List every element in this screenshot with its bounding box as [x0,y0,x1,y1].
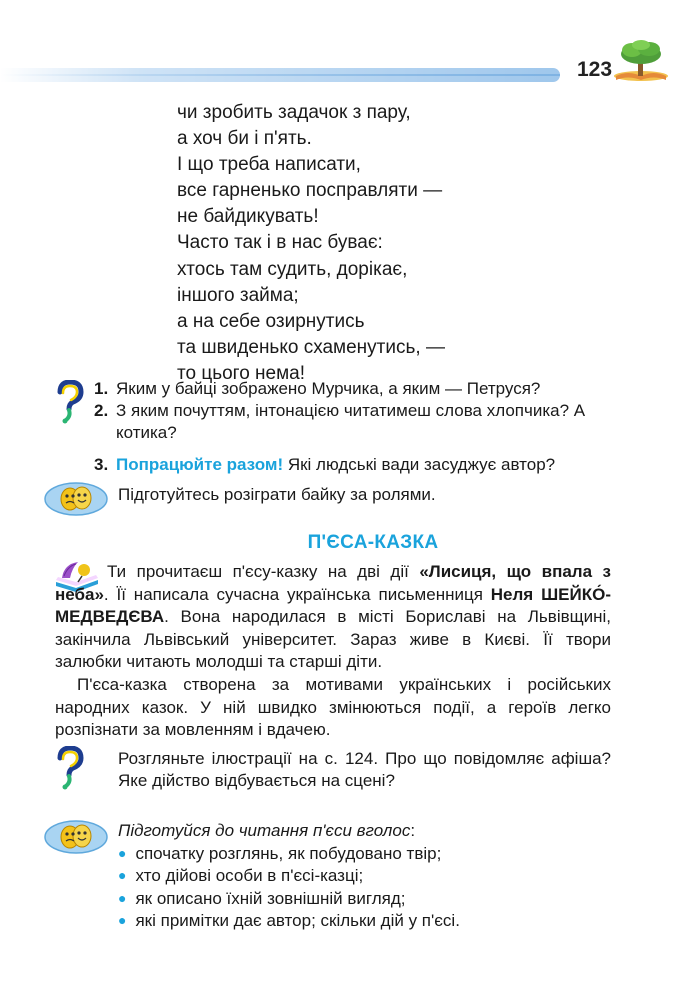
poem-line: іншого займа; [177,284,299,306]
task-roles: Підготуйтесь розіграти байку за ролями. [118,485,436,504]
section-title: П'ЄСА-КАЗКА [307,532,439,553]
bullet-icon: ● [118,889,127,906]
intro-paragraph [55,561,611,674]
theatre-masks-icon [44,820,108,854]
question-text-rest: Які людські вади засуджує автор? [283,455,556,474]
intro-text-2: . Її написала сучасна українська письменниця [103,584,491,604]
question-text: З яким почуттям, інтонацією читатимеш слова хлопчика? А котика? [116,401,586,442]
list-item [118,843,460,865]
poem [177,100,445,387]
tree-book-icon [612,40,670,82]
question-number: 3. [94,455,109,474]
poem-line: а хоч би і п'ять. [177,128,312,150]
bullet-icon: ● [118,867,127,884]
poem-line: все гарненько посправляти — [177,180,443,202]
question-number: 1. [94,379,109,398]
play-title: «Лисиця, що впала з неба» [55,562,611,604]
page-number: 123 [577,58,613,81]
motives-text: П'єса-казка створена за мотивами українських і російських народних казок. У ній швидко змінюються події, а героїв легко розпізнати за мовленням і вдачею. [55,675,611,739]
poem-line: не байдикувать! [177,206,319,228]
poem-line: а на себе озирнутись [177,310,365,332]
poem-line: хтось там судить, дорікає, [177,258,408,280]
list-item-text: хто дійові особи в п'єсі-казці; [135,866,364,886]
list-item-text: як описано їхній зовнішній вигляд; [135,888,406,908]
list-item [118,888,460,910]
prepare-heading-text: Підготуйся до читання п'єси вголос [118,821,411,840]
prepare-heading [118,820,415,842]
question-item [94,400,624,444]
question-number: 2. [94,401,109,420]
poem-line: чи зробить задачок з пару, [177,102,411,123]
motives-paragraph [55,674,611,742]
poem-line: Часто так і в нас буває: [177,232,383,254]
prepare-list [118,843,460,933]
poem-line: І що треба написати, [177,154,361,176]
poem-line: та швиденько схаменутись, — [177,336,445,358]
list-item [118,910,460,932]
illustration-question: Розгляньте ілюстрації на с. 124. Про що повідомляє афіша? Яке дійство відбувається на сцені? [118,749,611,790]
question-item [94,454,624,476]
questions-list [94,378,624,476]
group-work-label: Попрацюйте разом! [116,455,284,474]
list-item-text: які примітки дає автор; скільки дій у п'єсі. [135,911,460,931]
poem-line: то цього нема! [177,362,306,384]
question-text: Яким у байці зображено Мурчика, а яким — Петруся? [116,379,541,398]
intro-text-1: Ти прочитаєш п'єсу-казку на дві дії [107,562,420,581]
question-mark-icon [54,746,84,790]
question-text [116,454,624,476]
header-bar [0,68,560,82]
intro-text-3: . Вона народилася в місті Бориславі на Львівщині, закінчила Львівський університет. Зараз живе в Києві. Її твори залюбки читають молодші та старші діти. [55,607,611,671]
bullet-icon: ● [118,845,127,861]
author-name: Неля ШЕЙКО́-МЕДВЕДЄВА [55,584,611,626]
question-item [94,378,624,400]
prepare-heading-colon: : [410,821,416,840]
list-item [118,865,460,887]
question-mark-icon [54,380,84,424]
list-item-text: спочатку розглянь, як побудовано твір; [135,844,442,863]
bullet-icon: ● [118,912,127,929]
theatre-masks-icon [44,482,108,516]
